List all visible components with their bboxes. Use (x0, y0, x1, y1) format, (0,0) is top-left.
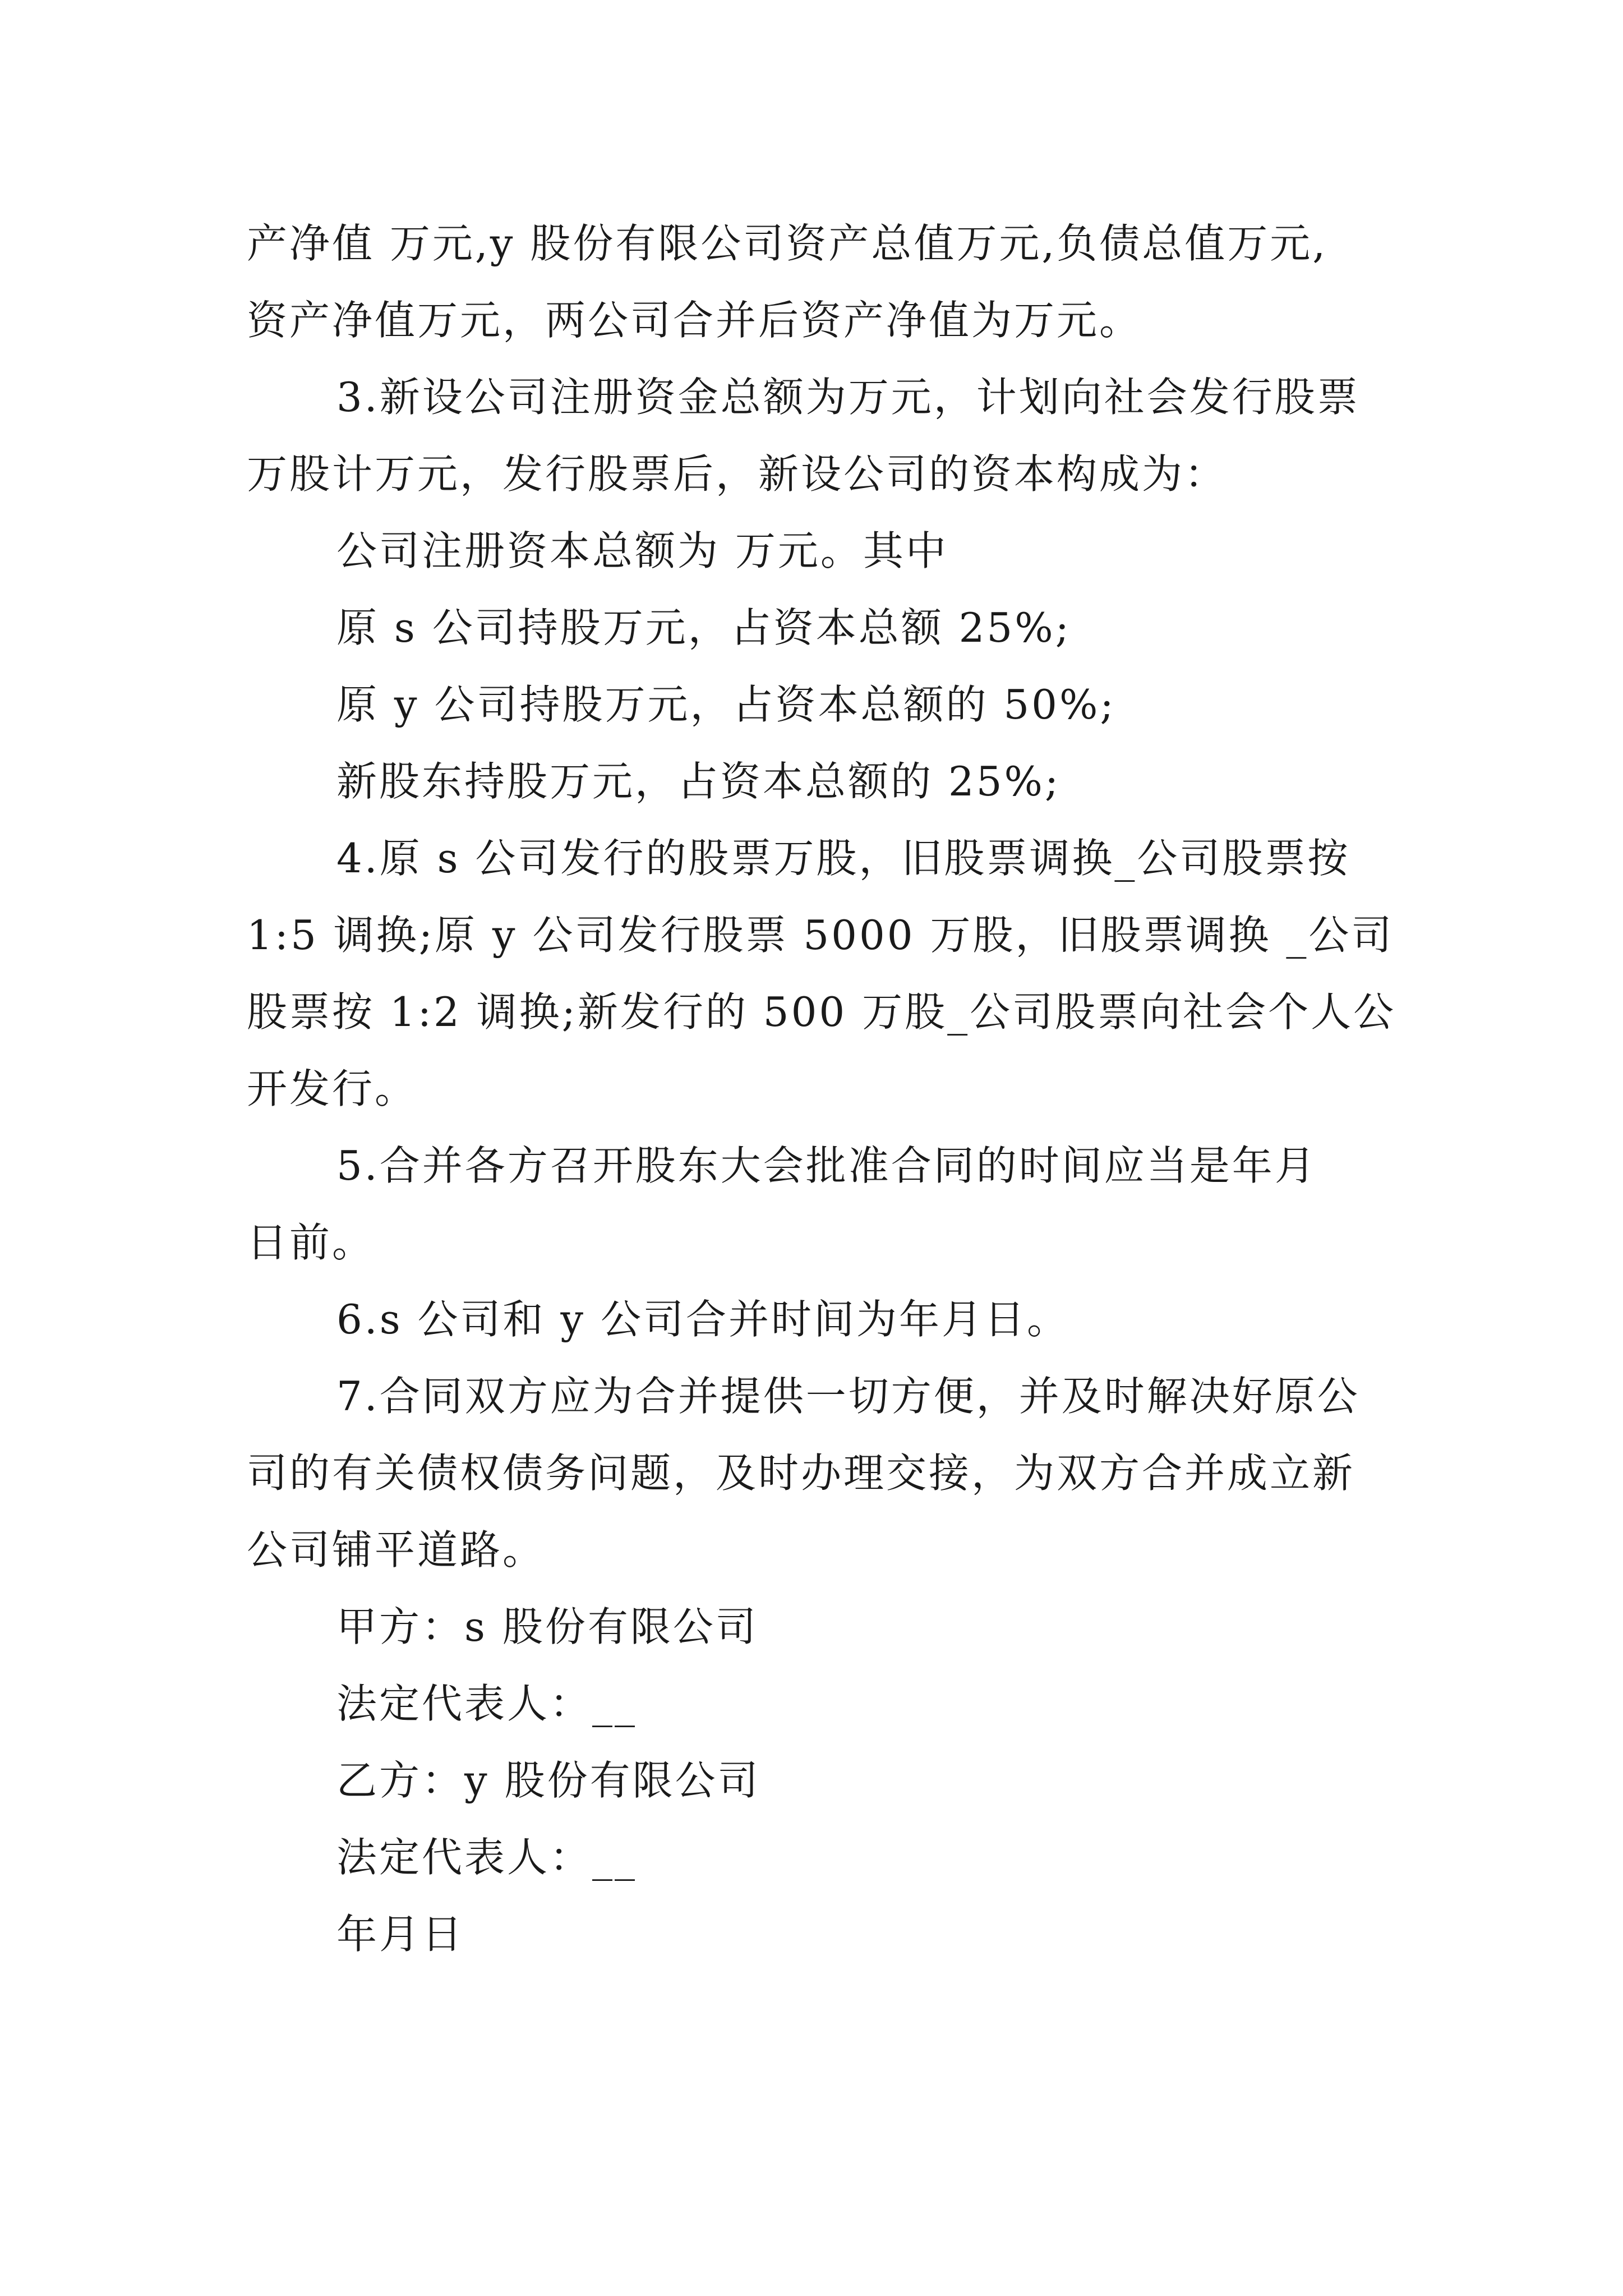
text-line: 公司铺平道路。 (247, 1526, 546, 1573)
text-line: 日前。 (247, 1219, 375, 1266)
signing-date: 年月日 (336, 1911, 465, 1958)
text-line: 公司注册资本总额为 万元。其中 (336, 527, 948, 574)
clause-6: 6.s 公司和 y 公司合并时间为年月日。 (336, 1296, 1069, 1343)
text-line: 资产净值万元，两公司合并后资产净值为万元。 (247, 297, 1142, 344)
text-line: 产净值 万元,y 股份有限公司资产总值万元,负债总值万元, (247, 220, 1328, 267)
text-line: 股票按 1:2 调换;新发行的 500 万股_公司股票向社会个人公 (247, 988, 1396, 1036)
party-a-representative: 法定代表人：__ (336, 1680, 638, 1727)
text-line: 新股东持股万元，占资本总额的 25%; (336, 758, 1061, 805)
text-line: 开发行。 (247, 1065, 418, 1112)
clause-5: 5.合并各方召开股东大会批准合同的时间应当是年月 (336, 1142, 1317, 1189)
party-b-representative: 法定代表人：__ (336, 1834, 638, 1881)
clause-4: 4.原 s 公司发行的股票万股，旧股票调换_公司股票按 (336, 835, 1350, 882)
party-a: 甲方：s 股份有限公司 (336, 1603, 758, 1650)
text-line: 原 s 公司持股万元，占资本总额 25%; (336, 604, 1071, 651)
party-b: 乙方：y 股份有限公司 (336, 1757, 760, 1804)
text-line: 司的有关债权债务问题，及时办理交接，为双方合并成立新 (247, 1450, 1355, 1497)
text-line: 万股计万元，发行股票后，新设公司的资本构成为： (247, 450, 1228, 498)
text-line: 1:5 调换;原 y 公司发行股票 5000 万股，旧股票调换 _公司 (247, 912, 1394, 959)
clause-3: 3.新设公司注册资金总额为万元，计划向社会发行股票 (336, 374, 1360, 421)
text-line: 原 y 公司持股万元，占资本总额的 50%; (336, 681, 1116, 728)
clause-7: 7.合同双方应为合并提供一切方便，并及时解决好原公 (336, 1373, 1360, 1420)
